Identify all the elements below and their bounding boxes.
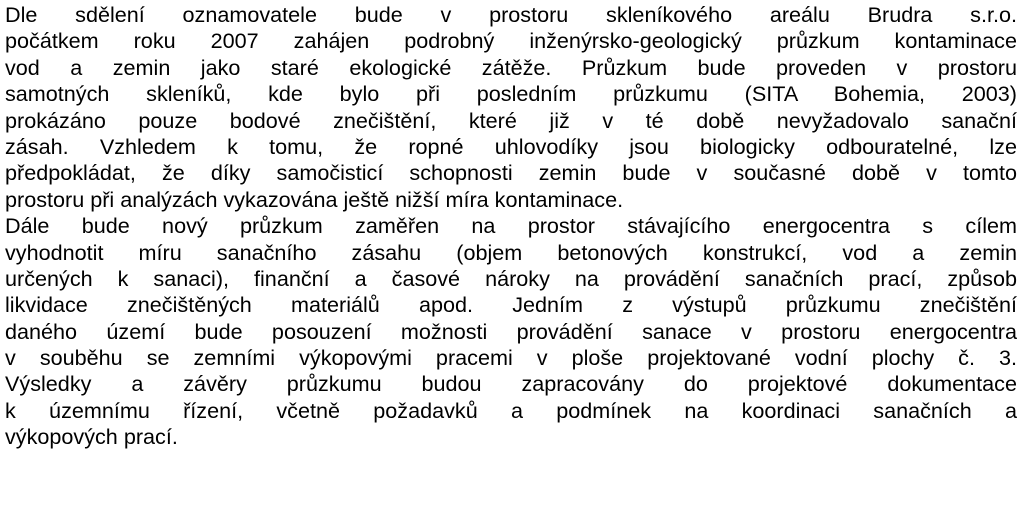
paragraph-2 <box>5 213 1017 451</box>
paragraph-1 <box>5 2 1017 213</box>
text-line: Dále bude nový průzkum zaměřen na prostor stávajícího energocentra s cílem <box>5 213 1017 239</box>
text-line: samotných skleníků, kde bylo při posledním průzkumu (SITA Bohemia, 2003) <box>5 81 1017 107</box>
text-line: vod a zemin jako staré ekologické zátěže. Průzkum bude proveden v prostoru <box>5 54 1017 80</box>
text-line: výkopových prací. <box>5 424 178 450</box>
text-line: předpokládat, že díky samočisticí schopnosti zemin bude v současné době v tomto <box>5 160 1017 186</box>
text-line: k územnímu řízení, včetně požadavků a podmínek na koordinaci sanačních a <box>5 397 1017 423</box>
text-line: počátkem roku 2007 zahájen podrobný inženýrsko-geologický průzkum kontaminace <box>5 28 1017 54</box>
text-line: určených k sanaci), finanční a časové nároky na provádění sanačních prací, způsob <box>5 265 1017 291</box>
text-line: prostoru při analýzách vykazována ještě nižší míra kontaminace. <box>5 186 624 212</box>
text-line: v souběhu se zemními výkopovými pracemi v ploše projektované vodní plochy č. 3. <box>5 345 1017 371</box>
text-line: prokázáno pouze bodové znečištění, které již v té době nevyžadovalo sanační <box>5 107 1017 133</box>
text-line: Výsledky a závěry průzkumu budou zapracovány do projektové dokumentace <box>5 371 1017 397</box>
text-line: Dle sdělení oznamovatele bude v prostoru skleníkového areálu Brudra s.r.o. <box>5 2 1017 27</box>
text-line: zásah. Vzhledem k tomu, že ropné uhlovodíky jsou biologicky odbouratelné, lze <box>5 133 1017 159</box>
text-line: likvidace znečištěných materiálů apod. Jedním z výstupů průzkumu znečištění <box>5 292 1017 318</box>
document-body <box>5 2 1017 451</box>
text-line: vyhodnotit míru sanačního zásahu (objem betonových konstrukcí, vod a zemin <box>5 239 1017 265</box>
text-line: daného území bude posouzení možnosti provádění sanace v prostoru energocentra <box>5 318 1017 344</box>
